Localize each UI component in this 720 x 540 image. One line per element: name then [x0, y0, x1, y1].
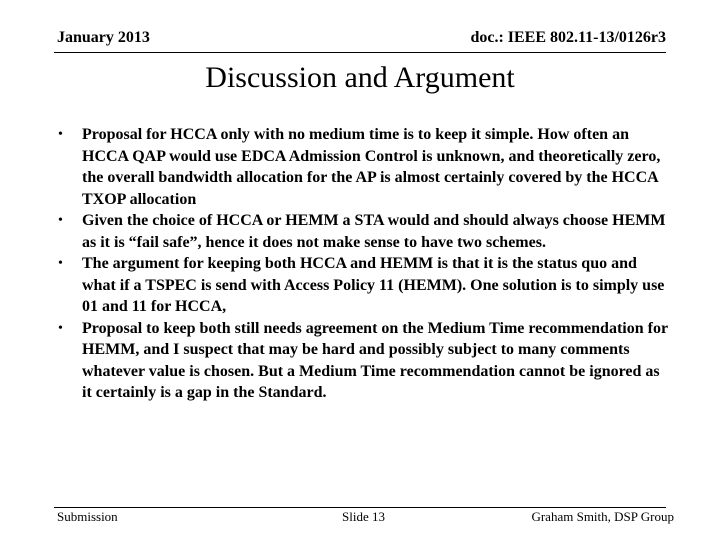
bullet-item [55, 253, 670, 318]
footer-slide-number: Slide 13 [342, 509, 385, 524]
footer-divider [54, 507, 666, 508]
bullet-text: Given the choice of HCCA or HEMM a STA would and should always choose HEMM as it is “fail safe”, hence it does not make sense to have two schemes. [82, 212, 666, 251]
bullet-icon: • [58, 256, 63, 271]
bullet-text: Proposal to keep both still needs agreement on the Medium Time recommendation for HEMM, and I suspect that may be hard and possibly subject to many comments whatever value is chosen. But a Medium Time recommendation cannot be ignored as it certainly is a gap in the Standard. [82, 319, 668, 401]
bullet-text: Proposal for HCCA only with no medium time is to keep it simple. How often an HCCA QAP would use EDCA Admission Control is unknown, and theoretically zero, the overall bandwidth allocation for the AP is almost certainly covered by the HCCA TXOP allocation [82, 126, 661, 208]
header-date: January 2013 [57, 29, 150, 46]
bullet-list [55, 124, 670, 404]
footer-author: Graham Smith, DSP Group [531, 509, 674, 524]
header-divider [54, 52, 666, 53]
bullet-item [55, 210, 670, 253]
bullet-text: The argument for keeping both HCCA and HEMM is that it is the status quo and what if a TSPEC is send with Access Policy 11 (HEMM). One solution is to simply use 01 and 11 for HCCA, [82, 255, 665, 315]
slide-title: Discussion and Argument [205, 61, 515, 94]
header-doc-number: doc.: IEEE 802.11-13/0126r3 [470, 29, 666, 46]
bullet-item [55, 318, 670, 404]
bullet-item [55, 124, 670, 210]
bullet-icon: • [58, 320, 63, 336]
footer-submission: Submission [57, 509, 118, 524]
bullet-icon: • [58, 213, 63, 228]
bullet-icon: • [58, 127, 63, 142]
